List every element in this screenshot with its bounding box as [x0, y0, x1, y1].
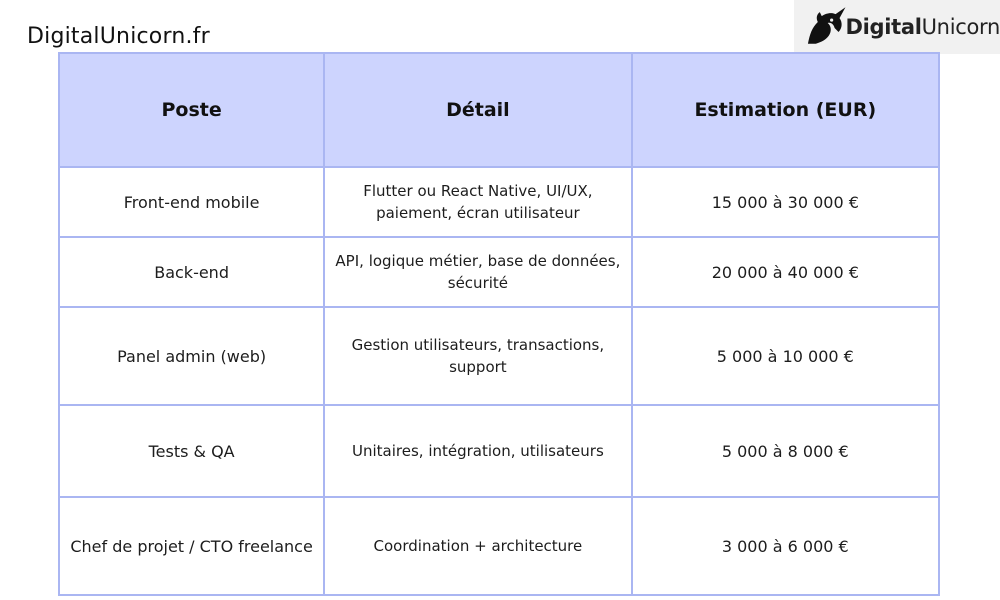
detail-line: paiement, écran utilisateur	[376, 204, 580, 222]
table-row	[59, 497, 939, 595]
detail-line: Gestion utilisateurs, transactions,	[351, 336, 605, 354]
detail-line: Unitaires, intégration, utilisateurs	[352, 442, 604, 460]
logo-text	[845, 15, 1000, 39]
header-poste: Poste	[59, 53, 324, 167]
table-row	[59, 237, 939, 307]
cell-poste: Chef de projet / CTO freelance	[59, 497, 324, 595]
cell-detail	[324, 237, 631, 307]
logo-text-regular: Unicorn	[921, 15, 1000, 39]
detail-line: Flutter ou React Native, UI/UX,	[363, 182, 593, 200]
logo-text-bold: Digital	[845, 15, 922, 39]
table-row	[59, 167, 939, 237]
cell-detail	[324, 405, 631, 497]
cell-detail	[324, 307, 631, 405]
cell-estimation: 5 000 à 8 000 €	[632, 405, 939, 497]
cell-estimation: 3 000 à 6 000 €	[632, 497, 939, 595]
detail-line: support	[449, 358, 507, 376]
detail-line: sécurité	[447, 274, 509, 292]
table-header-row	[59, 53, 939, 167]
cell-poste: Tests & QA	[59, 405, 324, 497]
detail-line: Coordination + architecture	[373, 537, 583, 555]
pricing-table	[58, 52, 940, 596]
table-row	[59, 307, 939, 405]
cell-estimation: 15 000 à 30 000 €	[632, 167, 939, 237]
site-name: DigitalUnicorn.fr	[27, 24, 210, 49]
table-row	[59, 405, 939, 497]
cell-estimation: 5 000 à 10 000 €	[632, 307, 939, 405]
cell-detail	[324, 497, 631, 595]
cell-poste: Front-end mobile	[59, 167, 324, 237]
cell-poste: Back-end	[59, 237, 324, 307]
detail-line: API, logique métier, base de données,	[335, 252, 621, 270]
unicorn-logo-icon	[802, 4, 847, 50]
header-detail: Détail	[324, 53, 631, 167]
cell-detail	[324, 167, 631, 237]
cell-poste: Panel admin (web)	[59, 307, 324, 405]
cell-estimation: 20 000 à 40 000 €	[632, 237, 939, 307]
header-estimation: Estimation (EUR)	[632, 53, 939, 167]
logo	[794, 0, 1000, 54]
